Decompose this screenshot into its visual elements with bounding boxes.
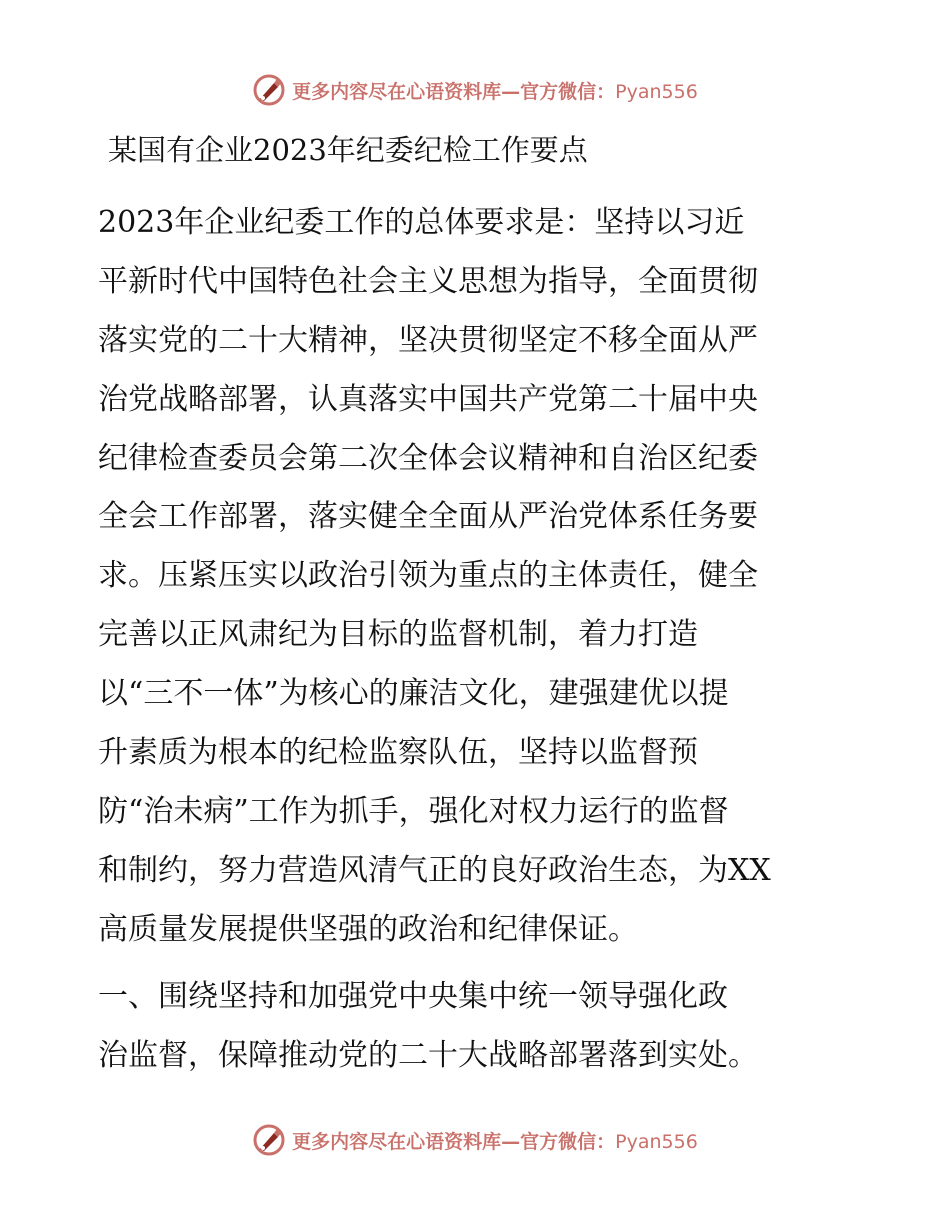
header-watermark-banner xyxy=(0,70,950,110)
wechat-id: Pyan556 xyxy=(615,80,698,103)
paragraph-line: 防“治未病”工作为抓手，强化对权力运行的监督 xyxy=(98,793,729,829)
paragraph-line: 纪律检查委员会第二次全体会议精神和自治区纪委 xyxy=(98,440,758,476)
watermark-text: 更多内容尽在心语资料库—官方微信：Pyan556 xyxy=(292,1130,698,1153)
paragraph-line: 2023年企业纪委工作的总体要求是：坚持以习近 xyxy=(98,205,745,240)
paragraph-line: 以“三不一体”为核心的廉洁文化，建强建优以提 xyxy=(98,676,729,712)
document-title: 某国有企业2023年纪委纪检工作要点 xyxy=(108,133,588,167)
paragraph-line: 完善以正风肃纪为目标的监督机制，着力打造 xyxy=(98,617,698,653)
paragraph-line: 升素质为根本的纪检监察队伍，坚持以监督预 xyxy=(98,735,698,771)
paragraph-line: 治监督，保障推动党的二十大战略部署落到实处。 xyxy=(98,1037,758,1073)
paragraph-line: 全会工作部署，落实健全全面从严治党体系任务要 xyxy=(98,499,758,535)
footer-watermark-banner xyxy=(0,1120,950,1160)
paragraph-line: 平新时代中国特色社会主义思想为指导，全面贯彻 xyxy=(98,263,758,299)
paragraph-line: 落实党的二十大精神，坚决贯彻坚定不移全面从严 xyxy=(98,322,758,358)
paragraph-line: 求。压紧压实以政治引领为重点的主体责任，健全 xyxy=(98,558,758,594)
paragraph-overall-requirements xyxy=(98,194,858,960)
paragraph-line: 和制约，努力营造风清气正的良好政治生态，为XX xyxy=(98,852,771,888)
paragraph-line: 治党战略部署，认真落实中国共产党第二十届中央 xyxy=(98,381,758,417)
paragraph-line: 一、围绕坚持和加强党中央集中统一领导强化政 xyxy=(98,979,728,1014)
pen-logo-icon xyxy=(252,73,286,107)
section-heading-one xyxy=(98,968,858,1086)
wechat-id: Pyan556 xyxy=(615,1130,698,1153)
pen-logo-icon xyxy=(252,1123,286,1157)
watermark-text: 更多内容尽在心语资料库—官方微信：Pyan556 xyxy=(292,80,698,103)
paragraph-line: 高质量发展提供坚强的政治和纪律保证。 xyxy=(98,911,638,947)
